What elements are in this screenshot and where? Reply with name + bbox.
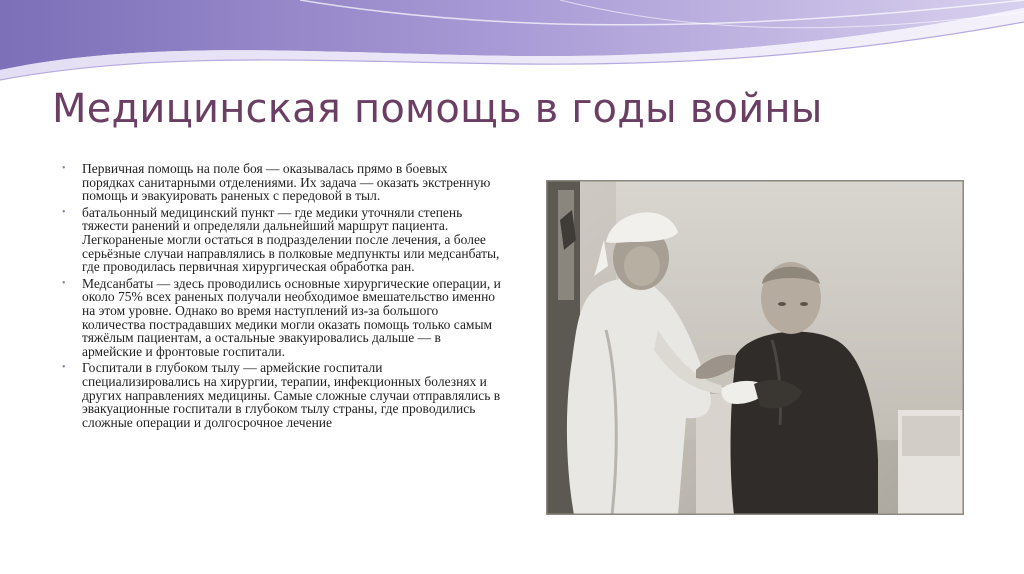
- photo-nurse-and-boy: [546, 180, 964, 515]
- bullet-icon: •: [62, 277, 66, 289]
- bullet-icon: •: [62, 206, 66, 218]
- header-wave-decoration: [0, 0, 1024, 90]
- bullet-icon: •: [62, 362, 66, 374]
- list-item: [62, 361, 502, 429]
- bullet-list: [62, 162, 502, 432]
- bullet-text: Медсанбаты — здесь проводились основные хирургические операции, и около 75% всех раненых получали необходимое вмешательство именно на этом уровне. Однако во время наступлений из-за большого количества пострадавших медики могли оказать помощь только самым тяжёлым пациентам, а остальные эвакуировались дальше — в армейские и фронтовые госпитали.: [82, 275, 501, 359]
- bullet-text: батальонный медицинский пункт — где медики уточняли степень тяжести ранений и определяли дальнейший маршрут пациента. Легкораненые могли остаться в подразделении после лечения, а более серьёзные случаи направлялись в полковые медпункты или медсанбаты, где проводилась первичная хирургическая обработка ран.: [82, 204, 500, 275]
- slide-title: Медицинская помощь в годы войны: [52, 86, 823, 132]
- list-item: [62, 277, 502, 359]
- list-item: [62, 162, 502, 203]
- bullet-icon: •: [62, 163, 66, 174]
- bullet-text: Госпитали в глубоком тылу — армейские госпитали специализировались на хирургии, терапии, инфекционных болезнях и других направлениях медицины. Самые сложные случаи отправлялись в эвакуационные госпитали в глубоком тылу страны, где проводились сложные операции и долгосрочное лечение: [82, 360, 501, 430]
- bullet-text: Первичная помощь на поле боя — оказывалась прямо в боевых порядках санитарными отделениями. Их задача — оказать экстренную помощь и эвакуировать раненых с передовой в тыл.: [82, 161, 491, 204]
- list-item: [62, 206, 502, 274]
- photo-nurse-and-boy-icon: [546, 180, 964, 515]
